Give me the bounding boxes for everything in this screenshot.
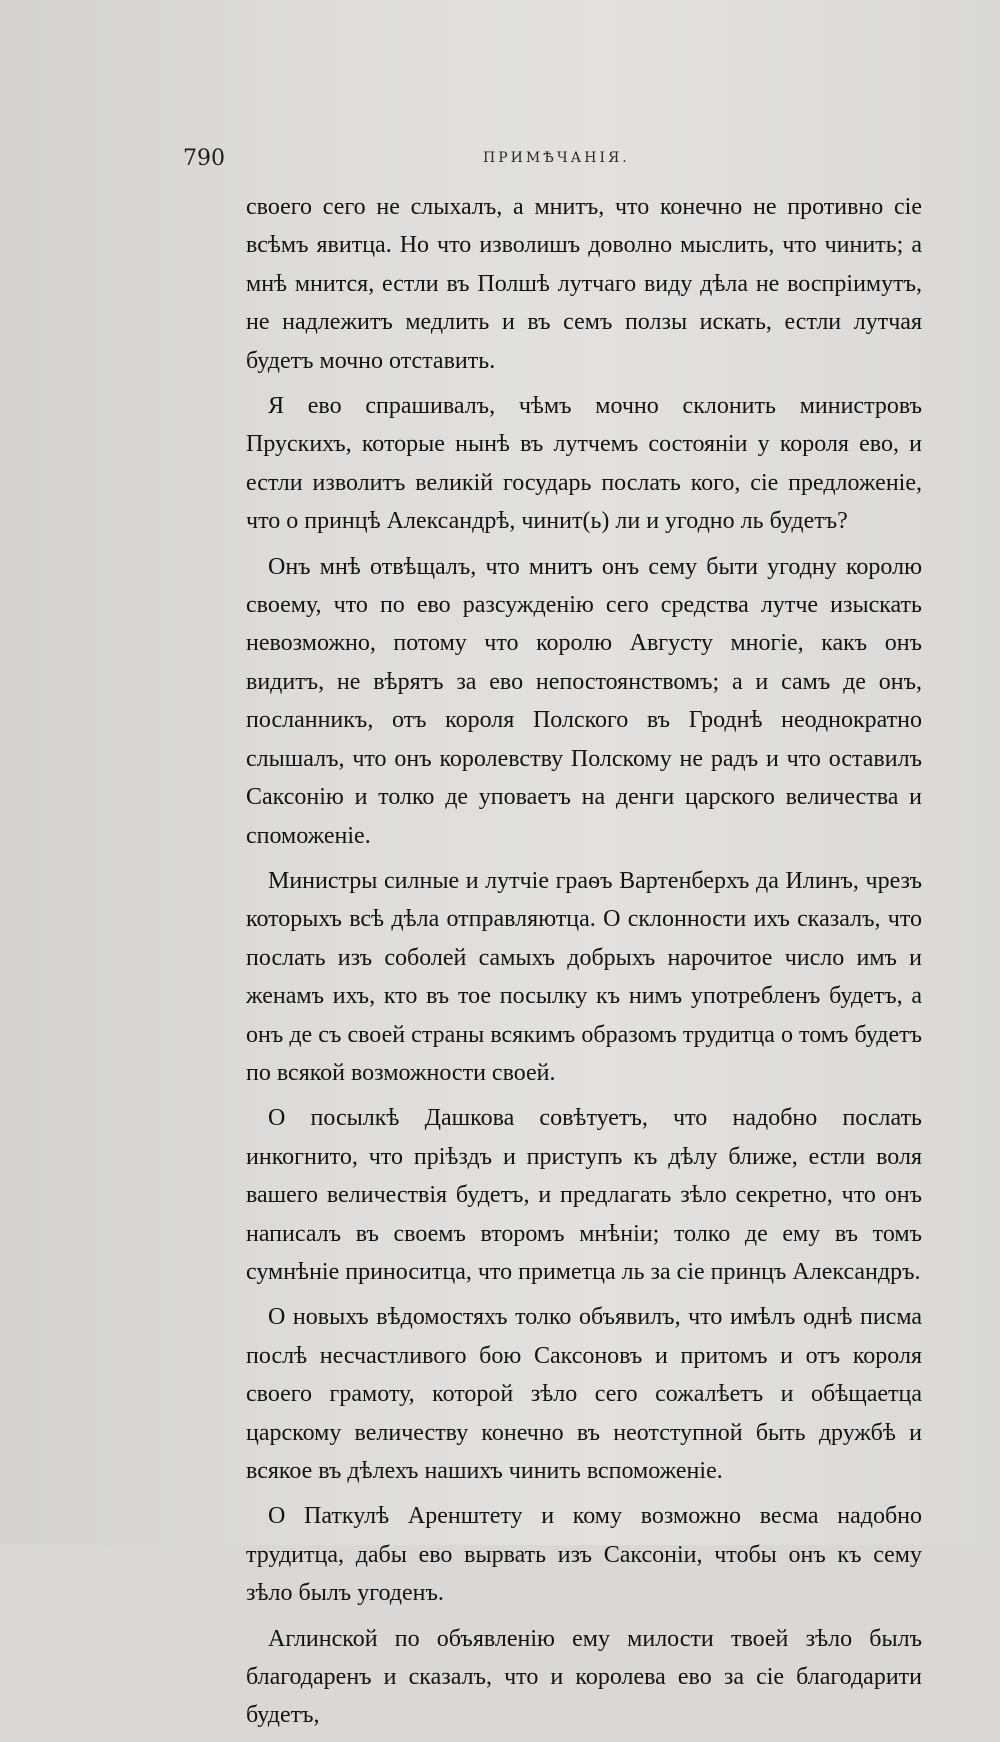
paragraph: Я ево спрашивалъ, чѣмъ мочно склонить министровъ Прускихъ, которые нынѣ въ лутчемъ состояніи у короля ево, и естли изволитъ великій государь послать кого, сіе предложеніе, что о принцѣ Александрѣ, чинит(ь) ли и угодно ль будетъ? bbox=[246, 393, 922, 535]
paragraph: О новыхъ вѣдомостяхъ толко объявилъ, что имѣлъ однѣ писма послѣ несчастливого бою Саксоновъ и притомъ и отъ короля своего грамоту, которой зѣло сего сожалѣетъ и обѣщаетца царскому величеству конечно въ неотступной быть дружбѣ и всякое въ дѣлехъ нашихъ чинить вспоможеніе. bbox=[246, 1304, 922, 1484]
paragraph: О Паткулѣ Аренштету и кому возможно весма надобно трудитца, дабы ево вырвать изъ Саксоніи, чтобы онъ къ сему зѣло былъ угоденъ. bbox=[246, 1503, 922, 1607]
paragraph: Аглинской по объявленію ему милости твоей зѣло былъ благодаренъ и сказалъ, что и королева ево за сіе благодарити будетъ, bbox=[246, 1625, 922, 1729]
page-header bbox=[183, 142, 933, 176]
paragraph: Министры силные и лутчіе граѳъ Вартенберхъ да Илинъ, чрезъ которыхъ всѣ дѣла отправляютца. О склонности ихъ сказалъ, что послать изъ соболей самыхъ добрыхъ нарочитое число имъ и женамъ ихъ, кто въ тое посылку къ нимъ употребленъ будетъ, а онъ де съ своей страны всякимъ образомъ трудитца о томъ будетъ по всякой возможности своей. bbox=[246, 867, 922, 1086]
page-number: 790 bbox=[183, 146, 225, 171]
paragraph: своего сего не слыхалъ, а мнитъ, что конечно не противно сіе всѣмъ явитца. Но что изволишъ доволно мыслить, что чинить; а мнѣ мнится, естли въ Полшѣ лутчаго виду дѣла не воспріимутъ, не надлежитъ медлить и въ семъ ползы искать, естли лутчая будетъ мочно отставить. bbox=[246, 194, 922, 374]
paragraph: Онъ мнѣ отвѣщалъ, что мнитъ онъ сему быти угодну королю своему, что по ево разсужденію сего средства лутче изыскать невозможно, потому что королю Августу многіе, какъ онъ видитъ, не вѣрятъ за ево непостоянствомъ; а и самъ де онъ, посланникъ, отъ короля Полского въ Гроднѣ неоднократно слышалъ, что онъ королевству Полскому не радъ и что оставилъ Саксонію и толко де уповаетъ на денги царского величества и споможеніе. bbox=[246, 553, 922, 849]
paragraph: О посылкѣ Дашкова совѣтуетъ, что надобно послать инкогнито, что пріѣздъ и приступъ къ дѣлу ближе, естли воля вашего величествія будетъ, и предлагать зѣло секретно, что онъ написалъ въ своемъ второмъ мнѣніи; толко де ему въ томъ сумнѣніе приноситца, что приметца ль за сіе принцъ Александръ. bbox=[246, 1105, 922, 1285]
page-body bbox=[246, 188, 922, 1742]
running-title: ПРИМѢЧАНІЯ. bbox=[483, 150, 630, 166]
